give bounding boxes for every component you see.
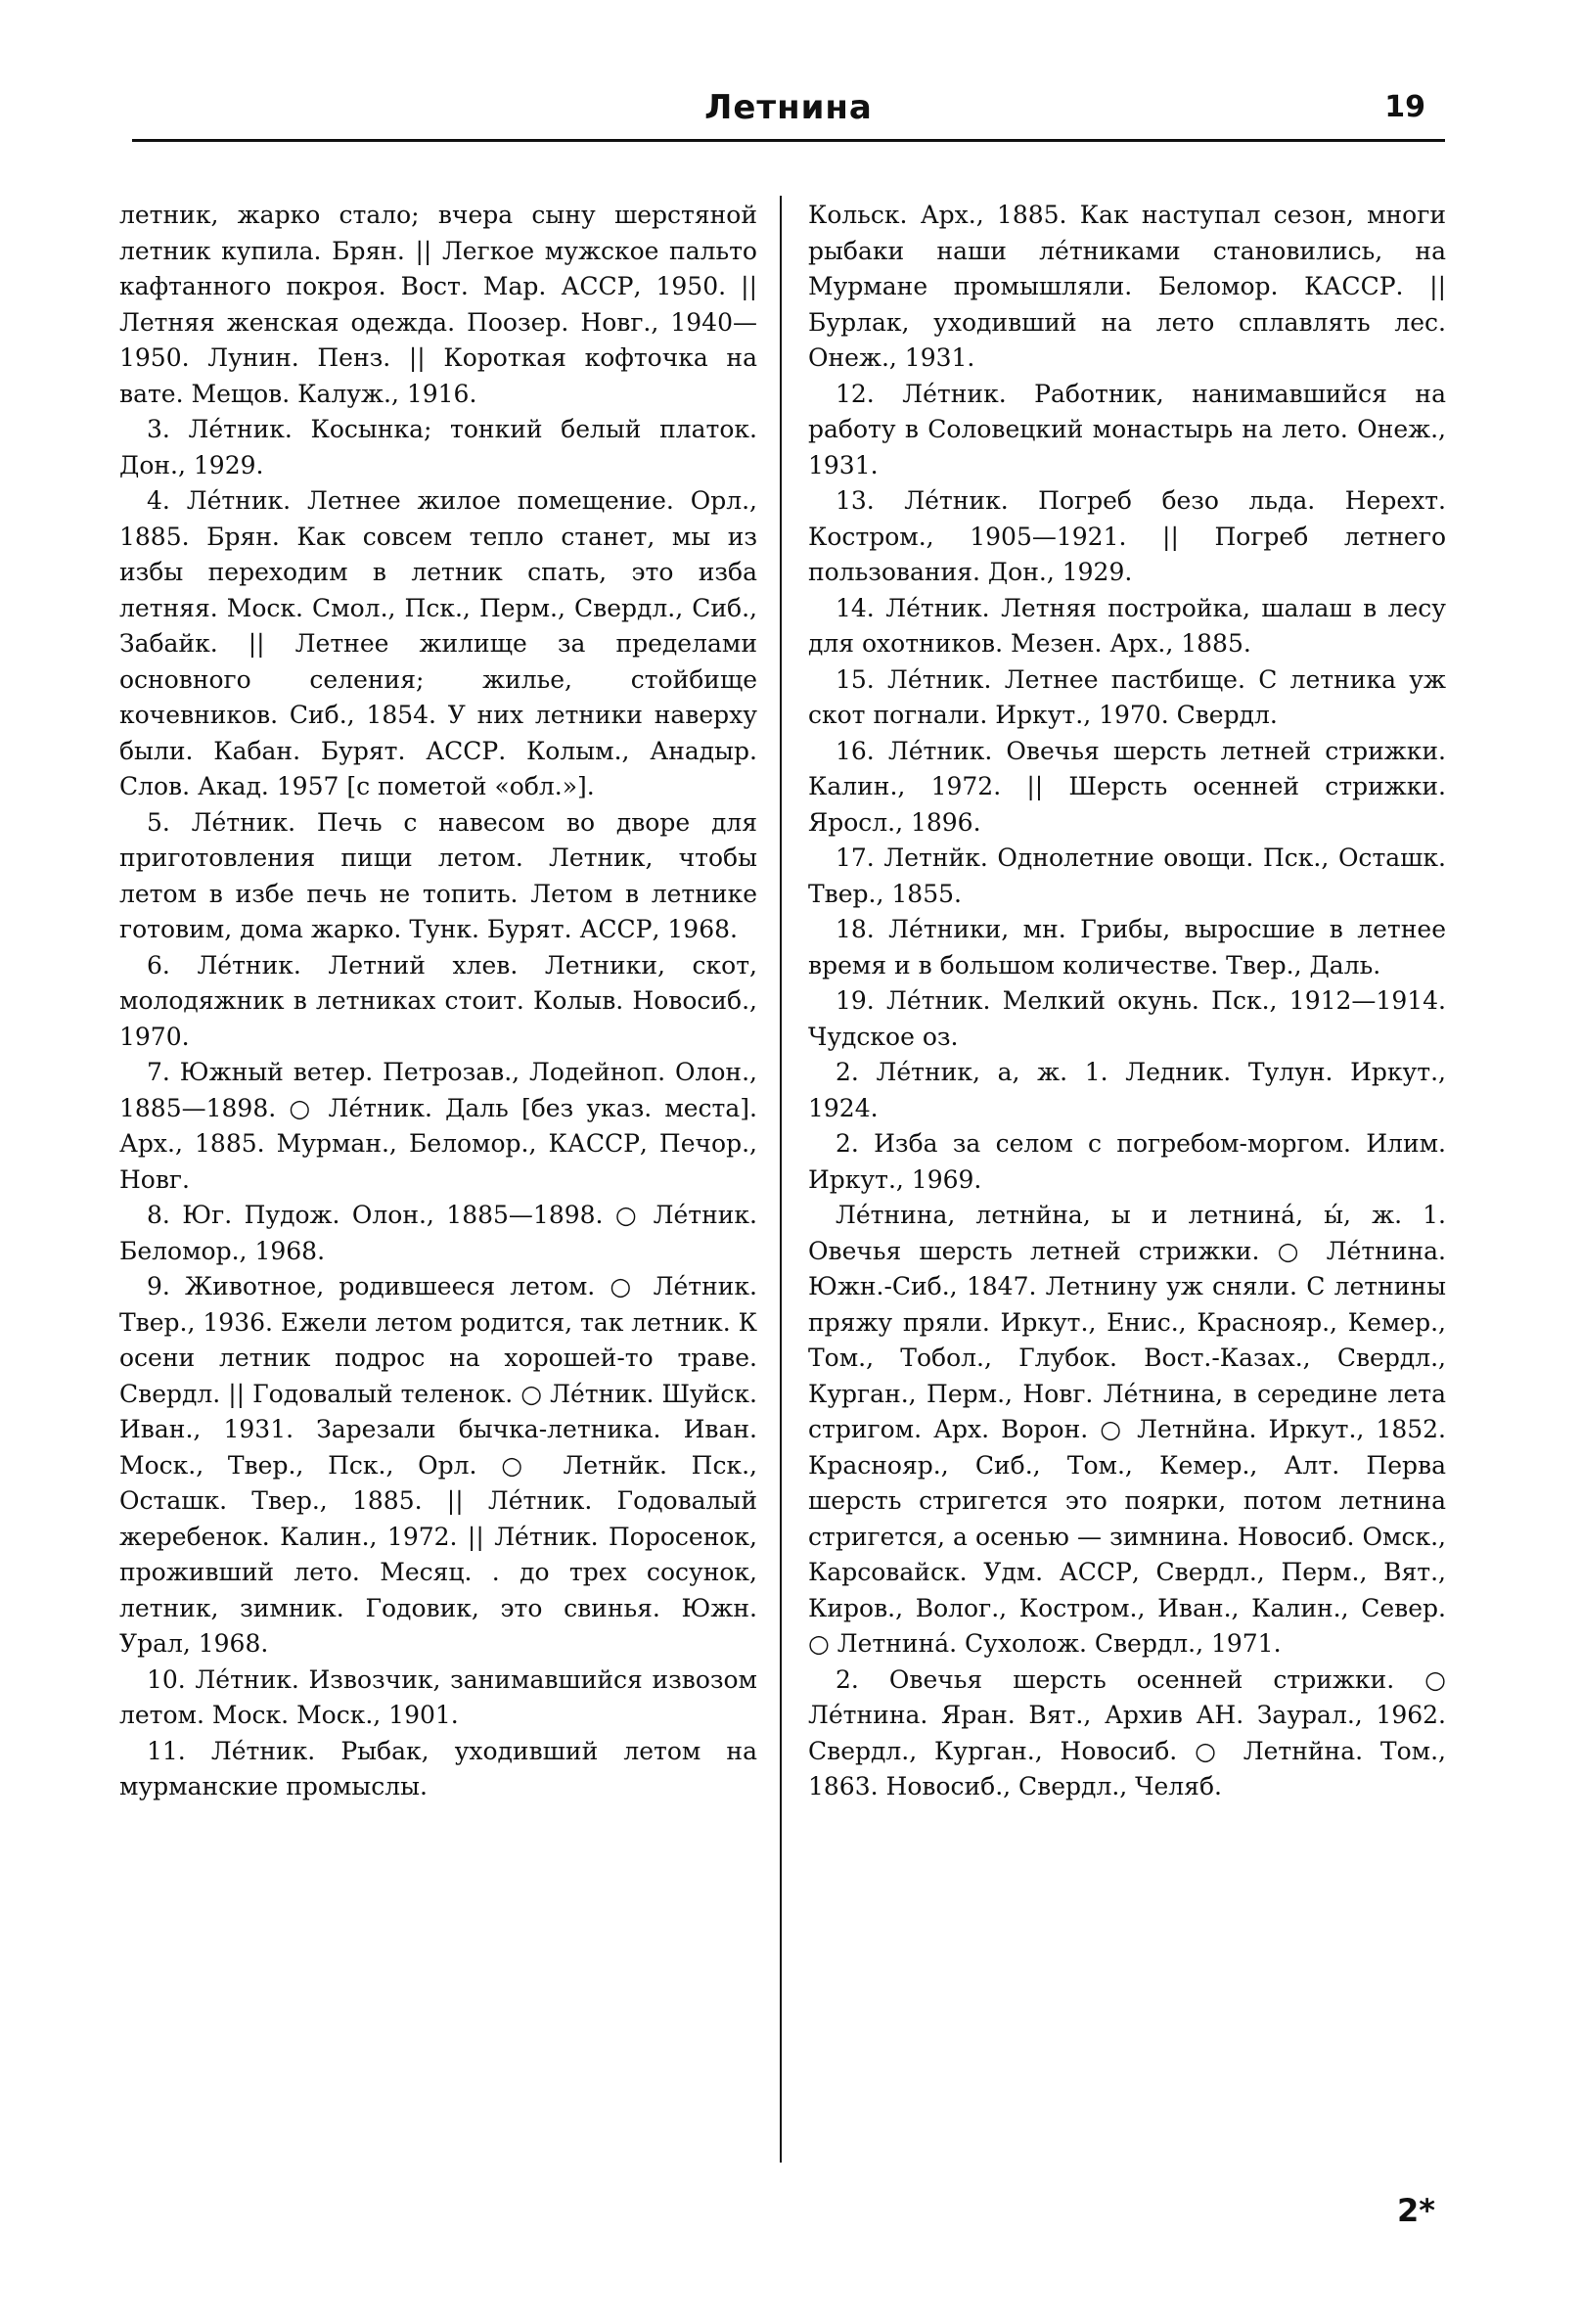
entry-paragraph: 6. Лéтник. Летний хлев. Летники, скот, молодяжник в летниках стоит. Колыв. Новосиб., 1970. (119, 950, 757, 1051)
entry-paragraph: 19. Лéтник. Мелкий окунь. Пск., 1912—1914. Чудское оз. (808, 986, 1446, 1051)
header-title: Летнина (704, 88, 873, 127)
entry-paragraph: 14. Лéтник. Летняя постройка, шалаш в лесу для охотников. Мезен. Арх., 1885. (808, 593, 1446, 658)
signature-mark: 2* (1397, 2192, 1435, 2229)
entry-paragraph: 4. Лéтник. Летнее жилое помещение. Орл., 1885. Брян. Как совсем тепло станет, мы из избы переходим в летник спать, это изба летняя. Моск. Смол., Пск., Перм., Свердл., Сиб., Забайк. || Летнее жилище за пределами основного селения; жилье, стойбище кочевников. Сиб., 1854. У них летники наверху были. Кабан. Бурят. АССР. Колым., Анадыр. Слов. Акад. 1957 [с пометой «обл.»]. (119, 486, 757, 800)
entry-paragraph: 7. Южный ветер. Петрозав., Лодейноп. Олон., 1885—1898. ○ Лéтник. Даль [без указ. места]. Арх., 1885. Мурман., Беломор., КАССР, Печор., Новг. (119, 1058, 757, 1194)
entry-paragraph: 18. Лéтники, мн. Грибы, выросшие в летнее время и в большом количестве. Твер., Даль. (808, 915, 1446, 980)
headword-entry: Лéтнина, летнйна, ы и летнинá, ы́, ж. 1. Овечья шерсть летней стрижки. ○ Лéтнина. Южн.-Сиб., 1847. Летнину уж сняли. С летнины пряжу пряли. Иркут., Енис., Краснояр., Кемер., Том., Тобол., Глубок. Вост.-Казах., Свердл., Курган., Перм., Новг. Лéтнина, в середине лета стригом. Арх. Ворон. ○ Летнйна. Иркут., 1852. Краснояр., Сиб., Том., Кемер., Алт. Перва шерсть стригется это поярки, потом летнина стригется, а осенью — зимнина. Новосиб. Омск., Карсовайск. Удм. АССР, Свердл., Перм., Вят., Киров., Волог., Костром., Иван., Калин., Север. ○ Летнинá. Сухолож. Свердл., 1971. (808, 1201, 1446, 1658)
running-header (132, 84, 1445, 142)
entry-paragraph: 12. Лéтник. Работник, нанимавшийся на работу в Соловецкий монастырь на лето. Онеж., 1931. (808, 379, 1446, 479)
entry-paragraph: Кольск. Арх., 1885. Как наступал сезон, многи рыбаки наши лéтниками становились, на Мурмане промышляли. Беломор. КАССР. || Бурлак, уходивший на лето сплавлять лес. Онеж., 1931. (808, 201, 1446, 372)
entry-paragraph: 9. Животное, родившееся летом. ○ Лéтник. Твер., 1936. Ежели летом родится, так летник. К осени летник подрос на хорошей-то траве. Свердл. || Годовалый теленок. ○ Лéтник. Шуйск. Иван., 1931. Зарезали бычка-летника. Иван. Моск., Твер., Пск., Орл. ○ Летнйк. Пск., Осташк. Твер., 1885. || Лéтник. Годовалый жеребенок. Калин., 1972. || Лéтник. Поросенок, проживший лето. Месяц. . до трех сосунок, летник, зимник. Годовик, это свинья. Южн. Урал, 1968. (119, 1272, 758, 1658)
entry-paragraph: 2. Изба за селом с погребом-моргом. Илим. Иркут., 1969. (808, 1129, 1446, 1194)
entry-paragraph: 15. Лéтник. Летнее пастбище. С летника уж скот погнали. Иркут., 1970. Свердл. (808, 664, 1446, 729)
entry-paragraph: 5. Лéтник. Печь с навесом во дворе для приготовления пищи летом. Летник, чтобы летом в избе печь не топить. Летом в летнике готовим, дома жарко. Тунк. Бурят. АССР, 1968. (119, 807, 757, 943)
entry-paragraph: 2. Овечья шерсть осенней стрижки. ○ Лéтнина. Яран. Вят., Архив АН. Заурал., 1962. Свердл., Курган., Новосиб. ○ Летнйна. Том., 1863. Новосиб., Свердл., Челяб. (808, 1664, 1446, 1800)
entry-paragraph: 10. Лéтник. Извозчик, занимавшийся извозом летом. Моск. Моск., 1901. (119, 1664, 757, 1729)
entry-paragraph: 2. Лéтник, а, ж. 1. Ледник. Тулун. Иркут., 1924. (808, 1058, 1446, 1122)
entry-paragraph: 13. Лéтник. Погреб безо льда. Нерехт. Костром., 1905—1921. || Погреб летнего пользования. Дон., 1929. (808, 486, 1446, 586)
entry-paragraph: 3. Лéтник. Косынка; тонкий белый платок. Дон., 1929. (119, 415, 757, 479)
left-column (119, 198, 757, 1805)
entry-paragraph: 16. Лéтник. Овечья шерсть летней стрижки. Калин., 1972. || Шерсть осенней стрижки. Яросл., 1896. (808, 736, 1446, 837)
entry-paragraph: 8. Юг. Пудож. Олон., 1885—1898. ○ Лéтник. Беломор., 1968. (119, 1201, 757, 1265)
page-number: 19 (1384, 90, 1425, 124)
entry-paragraph: 11. Лéтник. Рыбак, уходивший летом на мурманские промыслы. (119, 1736, 757, 1800)
entry-paragraph: летник, жарко стало; вчера сыну шерстяной летник купила. Брян. || Легкое мужское пальто кафтанного покроя. Вост. Мар. АССР, 1950. || Летняя женская одежда. Поозер. Новг., 1940—1950. Лунин. Пенз. || Короткая кофточка на вате. Мещов. Калуж., 1916. (119, 201, 757, 408)
entry-paragraph: 17. Летнйк. Однолетние овощи. Пск., Осташк. Твер., 1855. (808, 843, 1446, 908)
right-column (808, 198, 1446, 1805)
column-divider (780, 196, 782, 2163)
